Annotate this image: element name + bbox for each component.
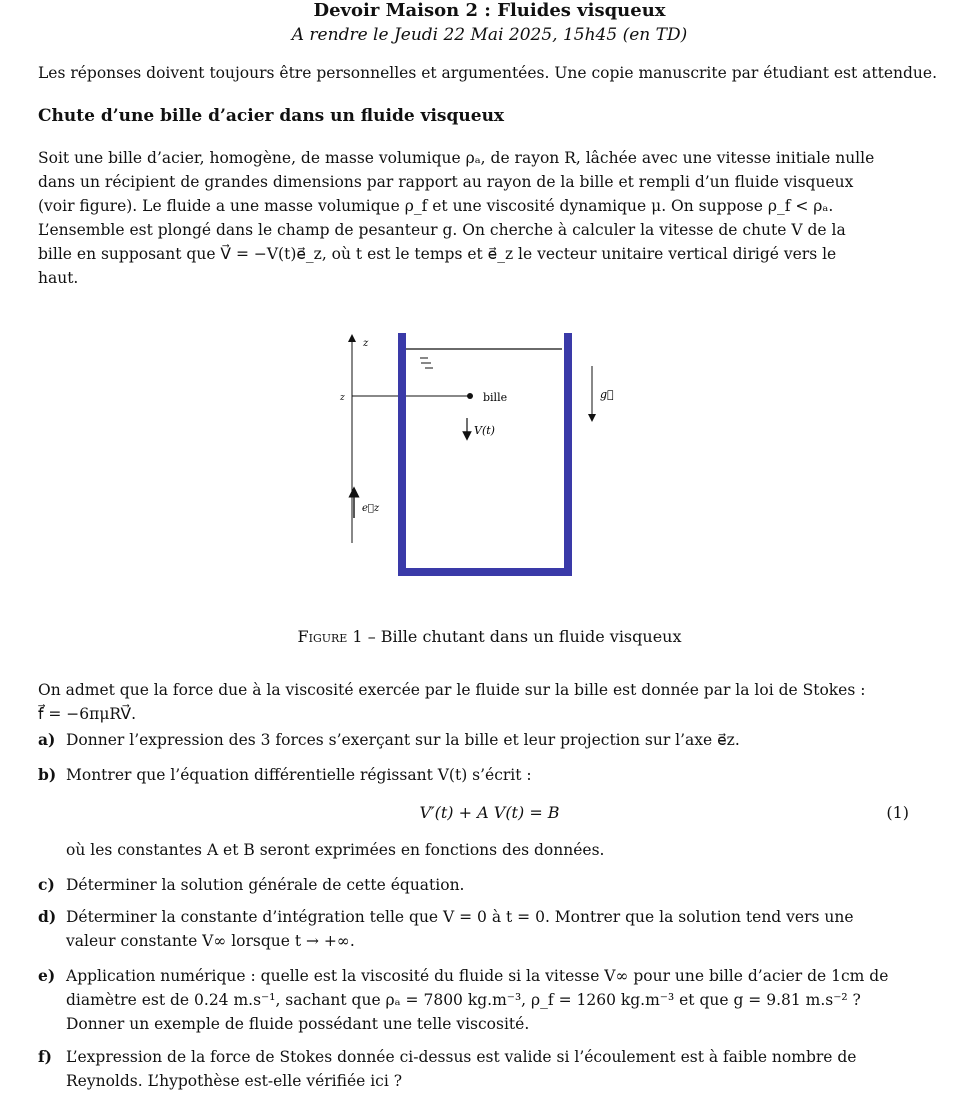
z-axis-label: z: [363, 338, 369, 349]
question-label: f): [38, 1047, 53, 1066]
question-text: Application numérique : quelle est la viscosité du fluide si la vitesse V∞ pour une bille d’acier de 1cm de: [66, 967, 889, 985]
question-d: [38, 905, 928, 953]
falling-ball-figure: [330, 328, 630, 588]
caption-prefix: Figure 1: [297, 627, 363, 646]
question-b: [38, 763, 928, 787]
document-subtitle: A rendre le Jeudi 22 Mai 2025, 15h45 (en TD): [291, 25, 688, 45]
problem-line: dans un récipient de grandes dimensions par rapport au rayon de la bille et rempli d’un fluide visqueux: [38, 173, 854, 191]
ball: [467, 393, 473, 399]
question-a: [38, 728, 928, 752]
stokes-line: On admet que la force due à la viscosité exercée par le fluide sur la bille est donnée par la loi de Stokes :: [38, 681, 866, 699]
problem-line: (voir figure). Le fluide a une masse volumique ρ_f et une viscosité dynamique μ. On suppose ρ_f < ρₐ.: [38, 197, 834, 215]
question-text: Déterminer la constante d’intégration telle que V = 0 à t = 0. Montrer que la solution tend vers une: [66, 908, 854, 926]
section-title: Chute d’une bille d’acier dans un fluide visqueux: [38, 106, 505, 126]
question-text-cont: valeur constante V∞ lorsque t → +∞.: [66, 932, 355, 950]
question-label: b): [38, 765, 57, 784]
question-label: a): [38, 730, 56, 749]
problem-line: haut.: [38, 269, 79, 287]
gravity-label: g⃗: [600, 388, 614, 401]
question-label: e): [38, 966, 56, 985]
problem-line: bille en supposant que V⃗ = −V(t)e⃗_z, où t est le temps et e⃗_z le vecteur unitaire vertical dirigé vers le: [38, 245, 837, 263]
stokes-law: [38, 678, 928, 726]
equation-number: (1): [886, 803, 909, 822]
equation-text: V′(t) + A V(t) = B: [419, 803, 560, 822]
question-text: Montrer que l’équation différentielle régissant V(t) s’écrit :: [66, 766, 532, 784]
problem-statement: [38, 146, 928, 290]
document-title: Devoir Maison 2 : Fluides visqueux: [313, 0, 666, 21]
problem-line: L’ensemble est plongé dans le champ de pesanteur g. On cherche à calculer la vitesse de chute V de la: [38, 221, 846, 239]
question-c: [38, 873, 928, 897]
container: [402, 333, 568, 572]
problem-line: Soit une bille d’acier, homogène, de masse volumique ρₐ, de rayon R, lâchée avec une vitesse initiale nulle: [38, 149, 875, 167]
velocity-label: V(t): [474, 424, 495, 437]
figure-caption: [0, 627, 979, 646]
question-text: Déterminer la solution générale de cette équation.: [66, 876, 465, 894]
question-text: L’expression de la force de Stokes donnée ci-dessus est valide si l’écoulement est à faible nombre de: [66, 1048, 857, 1066]
question-text-cont2: Donner un exemple de fluide possédant une telle viscosité.: [66, 1015, 530, 1033]
question-text-cont: diamètre est de 0.24 m.s⁻¹, sachant que ρₐ = 7800 kg.m⁻³, ρ_f = 1260 kg.m⁻³ et que g = 9.81 m.s⁻² ?: [66, 991, 861, 1009]
intro-text: Les réponses doivent toujours être personnelles et argumentées. Une copie manuscrite par étudiant est attendue.: [38, 64, 937, 82]
question-label: c): [38, 875, 55, 894]
question-e: [38, 964, 928, 1036]
stokes-formula: f⃗ = −6πμRV⃗.: [38, 705, 137, 723]
ball-label: bille: [483, 391, 508, 404]
level-label: z: [340, 393, 345, 403]
equation-note: [38, 838, 928, 862]
unit-vector-label: e⃗z: [362, 503, 380, 514]
question-label: d): [38, 907, 57, 926]
question-text-cont: Reynolds. L’hypothèse est-elle vérifiée ici ?: [66, 1072, 403, 1090]
question-text: Donner l’expression des 3 forces s’exerçant sur la bille et leur projection sur l’axe e⃗z.: [66, 731, 740, 749]
equation-after-text: où les constantes A et B seront exprimées en fonctions des données.: [66, 841, 605, 859]
question-f: [38, 1045, 928, 1093]
caption-text: – Bille chutant dans un fluide visqueux: [362, 627, 682, 646]
